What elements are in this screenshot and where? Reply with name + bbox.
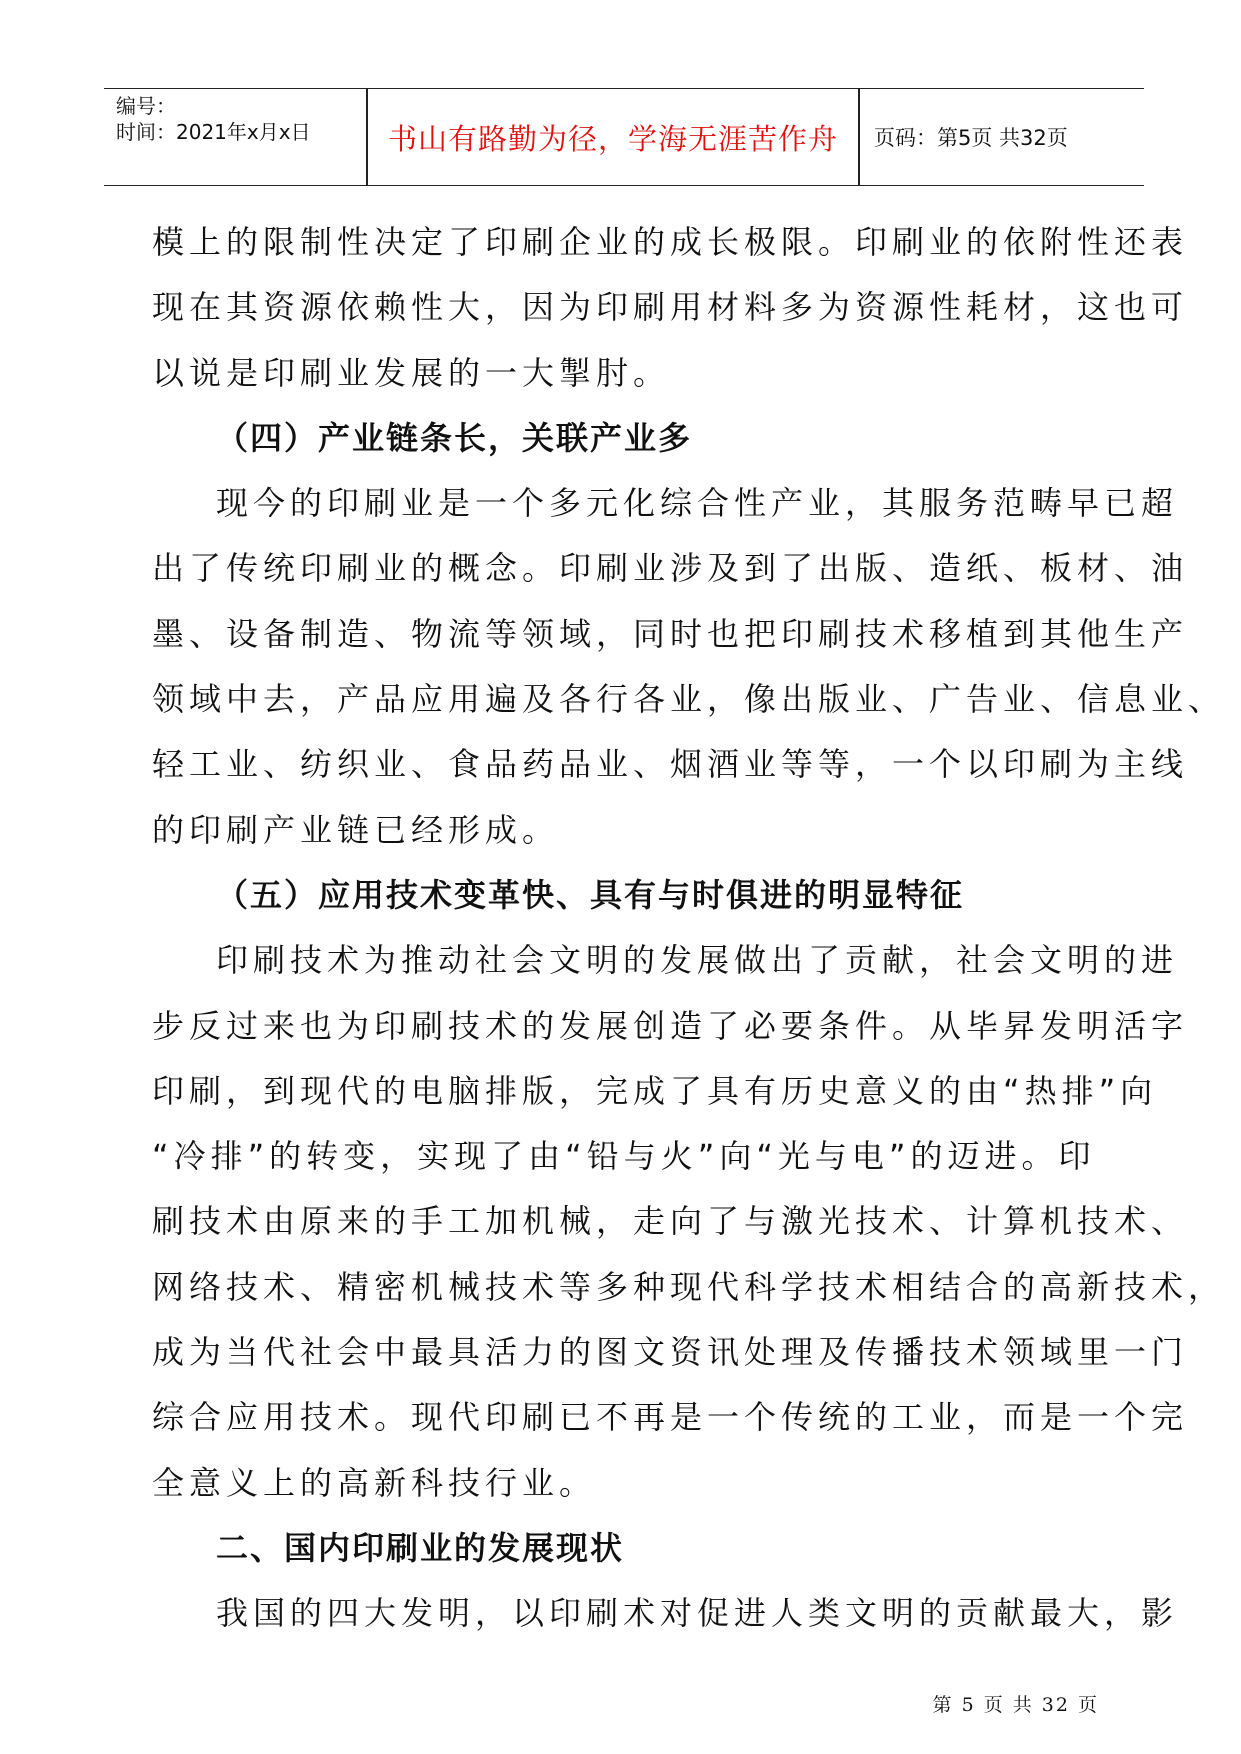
text-line: 以说是印刷业发展的一大掣肘。 xyxy=(152,353,671,392)
text-line: 印刷，到现代的电脑排版，完成了具有历史意义的由“热排”向 xyxy=(152,1071,1158,1110)
header-page-code: 页码：第5页 共32页 xyxy=(874,126,1068,150)
text-line: 网络技术、精密机械技术等多种现代科学技术相结合的高新技术， xyxy=(152,1267,1226,1306)
section-heading: （五）应用技术变革快、具有与时俱进的明显特征 xyxy=(216,875,965,914)
text-line: 墨、设备制造、物流等领域，同时也把印刷技术移植到其他生产 xyxy=(152,614,1189,653)
document-number-label: 编号： xyxy=(116,94,176,118)
text-line: 现今的印刷业是一个多元化综合性产业，其服务范畴早已超 xyxy=(216,484,1179,523)
header-meta xyxy=(116,89,366,189)
page-header xyxy=(104,88,1144,186)
text-line: 刷技术由原来的手工加机械，走向了与激光技术、计算机技术、 xyxy=(152,1202,1189,1241)
header-motto: 书山有路勤为径，学海无涯苦作舟 xyxy=(387,121,838,156)
document-body xyxy=(152,210,1226,1647)
text-line: 印刷技术为推动社会文明的发展做出了贡献，社会文明的进 xyxy=(216,941,1179,980)
text-line: “冷排”的转变，实现了由“铅与火”向“光与电”的迈进。印 xyxy=(152,1137,1096,1176)
text-line: 我国的四大发明，以印刷术对促进人类文明的贡献最大，影 xyxy=(216,1594,1179,1633)
text-line: 模上的限制性决定了印刷企业的成长极限。印刷业的依附性还表 xyxy=(152,223,1189,261)
text-line: 出了传统印刷业的概念。印刷业涉及到了出版、造纸、板材、油 xyxy=(152,549,1189,588)
section-heading: 二、国内印刷业的发展现状 xyxy=(216,1528,625,1567)
text-line: 轻工业、纺织业、食品药品业、烟酒业等等，一个以印刷为主线 xyxy=(152,745,1189,784)
section-heading: （四）产业链条长，关联产业多 xyxy=(216,418,693,457)
text-line: 全意义上的高新科技行业。 xyxy=(152,1463,597,1502)
text-line: 步反过来也为印刷技术的发展创造了必要条件。从毕昇发明活字 xyxy=(152,1006,1189,1045)
text-line: 综合应用技术。现代印刷已不再是一个传统的工业，而是一个完 xyxy=(152,1398,1189,1437)
text-line: 的印刷产业链已经形成。 xyxy=(152,810,560,849)
document-date: 时间：2021年x月x日 xyxy=(116,120,311,144)
text-line: 成为当代社会中最具活力的图文资讯处理及传播技术领域里一门 xyxy=(152,1333,1189,1372)
page-footer: 第 5 页 共 32 页 xyxy=(932,1694,1099,1716)
header-divider xyxy=(858,89,860,185)
text-line: 现在其资源依赖性大，因为印刷用材料多为资源性耗材，这也可 xyxy=(152,288,1189,327)
text-line: 领域中去，产品应用遍及各行各业，像出版业、广告业、信息业、 xyxy=(152,680,1226,719)
